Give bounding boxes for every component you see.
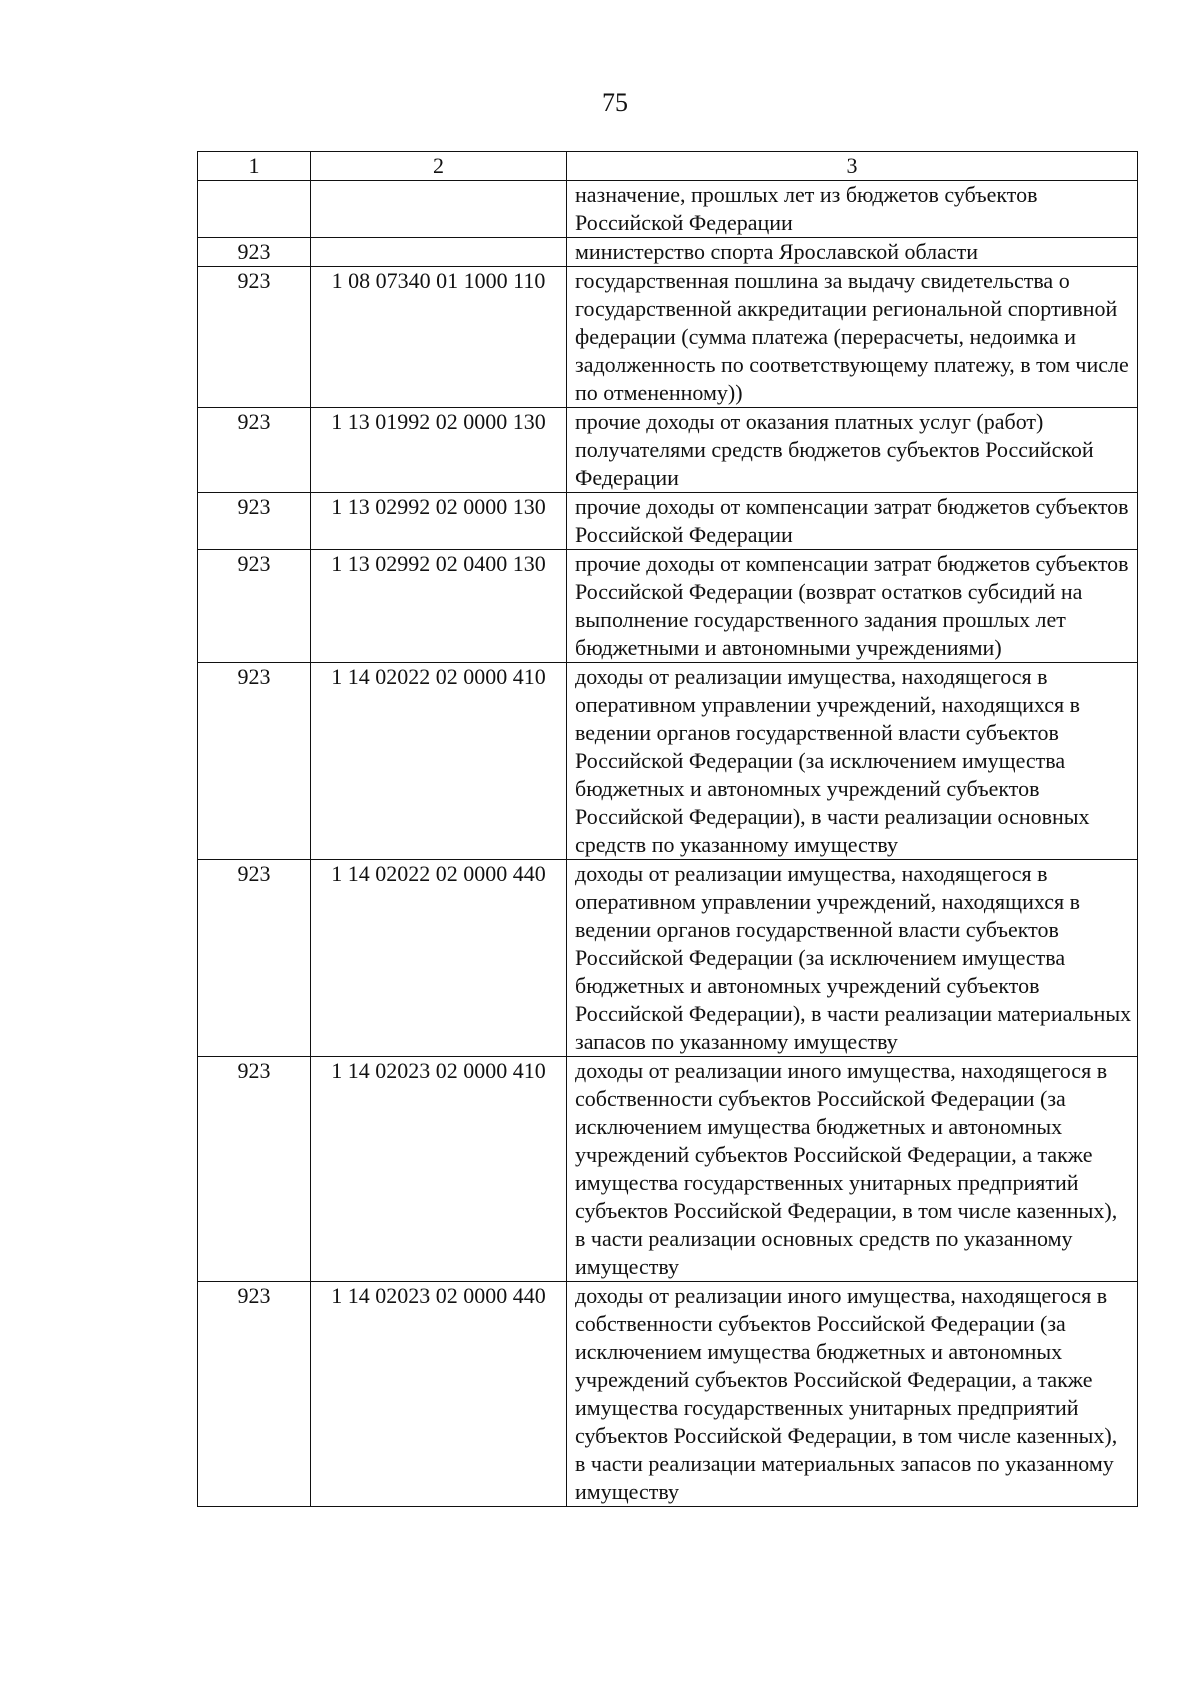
admin-code-cell: 923 — [198, 238, 311, 267]
revenue-codes-table — [197, 151, 1137, 1507]
budget-code-cell: 1 13 02992 02 0000 130 — [311, 493, 567, 550]
description-cell: государственная пошлина за выдачу свидетельства о государственной аккредитации региональной спортивной федерации (сумма платежа (перерасчеты, недоимка и задолженность по соответствующему платежу, в том числе по отмененному)) — [567, 267, 1138, 408]
column-header-2: 2 — [311, 152, 567, 181]
table-row — [198, 860, 1138, 1057]
budget-code-cell: 1 13 02992 02 0400 130 — [311, 550, 567, 663]
table-row — [198, 1057, 1138, 1282]
table-body — [198, 181, 1138, 1507]
table-header-row — [198, 152, 1138, 181]
table-row — [198, 408, 1138, 493]
admin-code-cell: 923 — [198, 493, 311, 550]
admin-code-cell: 923 — [198, 408, 311, 493]
table-row — [198, 238, 1138, 267]
admin-code-cell: 923 — [198, 1282, 311, 1507]
page-number: 75 — [602, 88, 628, 117]
admin-code-cell: 923 — [198, 267, 311, 408]
table-row — [198, 1282, 1138, 1507]
column-header-1: 1 — [198, 152, 311, 181]
description-cell: доходы от реализации иного имущества, находящегося в собственности субъектов Российской Федерации (за исключением имущества бюджетных и автономных учреждений субъектов Российской Федерации, а также имущества государственных унитарных предприятий субъектов Российской Федерации, в том числе казенных), в части реализации материальных запасов по указанному имуществу — [567, 1282, 1138, 1507]
description-cell: доходы от реализации имущества, находящегося в оперативном управлении учреждений, находящихся в ведении органов государственной власти субъектов Российской Федерации (за исключением имущества бюджетных и автономных учреждений субъектов Российской Федерации), в части реализации основных средств по указанному имуществу — [567, 663, 1138, 860]
description-cell: назначение, прошлых лет из бюджетов субъектов Российской Федерации — [567, 181, 1138, 238]
budget-code-cell: 1 14 02022 02 0000 440 — [311, 860, 567, 1057]
budget-code-cell: 1 14 02022 02 0000 410 — [311, 663, 567, 860]
budget-code-cell — [311, 238, 567, 267]
description-cell: прочие доходы от оказания платных услуг (работ) получателями средств бюджетов субъектов Российской Федерации — [567, 408, 1138, 493]
budget-code-cell: 1 13 01992 02 0000 130 — [311, 408, 567, 493]
table-row — [198, 550, 1138, 663]
description-cell: доходы от реализации имущества, находящегося в оперативном управлении учреждений, находящихся в ведении органов государственной власти субъектов Российской Федерации (за исключением имущества бюджетных и автономных учреждений субъектов Российской Федерации), в части реализации материальных запасов по указанному имуществу — [567, 860, 1138, 1057]
column-header-3: 3 — [567, 152, 1138, 181]
table-row — [198, 493, 1138, 550]
admin-code-cell: 923 — [198, 1057, 311, 1282]
description-cell: прочие доходы от компенсации затрат бюджетов субъектов Российской Федерации (возврат остатков субсидий на выполнение государственного задания прошлых лет бюджетными и автономными учреждениями) — [567, 550, 1138, 663]
admin-code-cell — [198, 181, 311, 238]
budget-code-cell: 1 14 02023 02 0000 440 — [311, 1282, 567, 1507]
description-cell: прочие доходы от компенсации затрат бюджетов субъектов Российской Федерации — [567, 493, 1138, 550]
table-row — [198, 267, 1138, 408]
table-row — [198, 181, 1138, 238]
admin-code-cell: 923 — [198, 550, 311, 663]
budget-code-cell — [311, 181, 567, 238]
description-cell: доходы от реализации иного имущества, находящегося в собственности субъектов Российской Федерации (за исключением имущества бюджетных и автономных учреждений субъектов Российской Федерации, а также имущества государственных унитарных предприятий субъектов Российской Федерации, в том числе казенных), в части реализации основных средств по указанному имуществу — [567, 1057, 1138, 1282]
budget-code-cell: 1 08 07340 01 1000 110 — [311, 267, 567, 408]
table — [197, 151, 1138, 1507]
budget-code-cell: 1 14 02023 02 0000 410 — [311, 1057, 567, 1282]
table-row — [198, 663, 1138, 860]
admin-code-cell: 923 — [198, 860, 311, 1057]
admin-code-cell: 923 — [198, 663, 311, 860]
description-cell: министерство спорта Ярославской области — [567, 238, 1138, 267]
